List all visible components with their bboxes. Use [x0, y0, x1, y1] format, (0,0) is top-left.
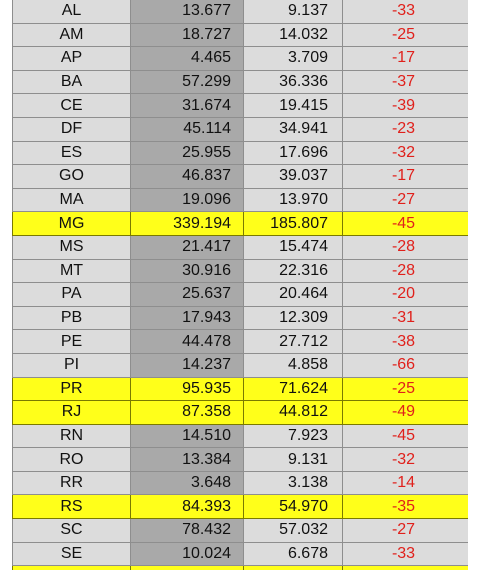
sheet-margin: [468, 0, 482, 570]
value-a-cell[interactable]: 30.916: [131, 259, 244, 283]
change-cell[interactable]: -25: [343, 377, 469, 401]
change-cell[interactable]: -27: [343, 188, 469, 212]
change-cell[interactable]: -39: [343, 94, 469, 118]
table-row: [13, 0, 469, 23]
table-row: [13, 424, 469, 448]
state-cell[interactable]: PI: [13, 353, 131, 377]
state-cell[interactable]: ES: [13, 141, 131, 165]
state-cell[interactable]: PA: [13, 283, 131, 307]
state-cell[interactable]: AM: [13, 23, 131, 47]
state-cell[interactable]: SE: [13, 542, 131, 566]
state-cell[interactable]: SC: [13, 519, 131, 543]
value-b-cell[interactable]: 19.415: [244, 94, 343, 118]
change-cell[interactable]: -37: [343, 70, 469, 94]
change-cell[interactable]: -33: [343, 0, 469, 23]
value-a-cell[interactable]: 19.096: [131, 188, 244, 212]
table-row: [13, 283, 469, 307]
change-cell[interactable]: -35: [343, 495, 469, 519]
change-cell[interactable]: -28: [343, 235, 469, 259]
table-row-partial: [13, 566, 469, 570]
value-a-cell[interactable]: 46.837: [131, 165, 244, 189]
value-b-cell[interactable]: 17.696: [244, 141, 343, 165]
state-cell[interactable]: PR: [13, 377, 131, 401]
state-cell[interactable]: BA: [13, 70, 131, 94]
value-b-cell[interactable]: 3.138: [244, 471, 343, 495]
value-b-cell[interactable]: 15.474: [244, 235, 343, 259]
value-a-cell[interactable]: 3.648: [131, 471, 244, 495]
change-cell[interactable]: -14: [343, 471, 469, 495]
table-row: [13, 141, 469, 165]
value-a-cell[interactable]: 25.637: [131, 283, 244, 307]
table-row: [13, 495, 469, 519]
value-b-cell[interactable]: 36.336: [244, 70, 343, 94]
partial-cell: [13, 566, 131, 570]
value-a-cell[interactable]: 13.677: [131, 0, 244, 23]
partial-cell: [244, 566, 343, 570]
table-row: [13, 117, 469, 141]
state-cell[interactable]: MA: [13, 188, 131, 212]
value-a-cell[interactable]: 14.237: [131, 353, 244, 377]
value-b-cell[interactable]: 6.678: [244, 542, 343, 566]
state-cell[interactable]: PE: [13, 330, 131, 354]
table-row: [13, 471, 469, 495]
value-b-cell[interactable]: 12.309: [244, 306, 343, 330]
table-row: [13, 306, 469, 330]
state-cell[interactable]: DF: [13, 117, 131, 141]
value-a-cell[interactable]: 95.935: [131, 377, 244, 401]
value-a-cell[interactable]: 87.358: [131, 401, 244, 425]
state-cell[interactable]: MS: [13, 235, 131, 259]
state-cell[interactable]: RS: [13, 495, 131, 519]
state-cell[interactable]: AL: [13, 0, 131, 23]
value-a-cell[interactable]: 84.393: [131, 495, 244, 519]
change-cell[interactable]: -66: [343, 353, 469, 377]
change-cell[interactable]: -17: [343, 47, 469, 71]
change-cell[interactable]: -28: [343, 259, 469, 283]
table-row: [13, 70, 469, 94]
change-cell[interactable]: -25: [343, 23, 469, 47]
table-row: [13, 448, 469, 472]
value-b-cell[interactable]: 185.807: [244, 212, 343, 236]
state-cell[interactable]: RJ: [13, 401, 131, 425]
state-cell[interactable]: MG: [13, 212, 131, 236]
state-cell[interactable]: PB: [13, 306, 131, 330]
table-row: [13, 212, 469, 236]
value-b-cell[interactable]: 4.858: [244, 353, 343, 377]
change-cell[interactable]: -20: [343, 283, 469, 307]
value-a-cell[interactable]: 78.432: [131, 519, 244, 543]
value-b-cell[interactable]: 44.812: [244, 401, 343, 425]
value-a-cell[interactable]: 13.384: [131, 448, 244, 472]
change-cell[interactable]: -49: [343, 401, 469, 425]
partial-cell: [131, 566, 244, 570]
state-cell[interactable]: RR: [13, 471, 131, 495]
value-a-cell[interactable]: 339.194: [131, 212, 244, 236]
table-row: [13, 401, 469, 425]
state-cell[interactable]: CE: [13, 94, 131, 118]
change-cell[interactable]: -33: [343, 542, 469, 566]
table-body: [13, 0, 469, 570]
value-a-cell[interactable]: 57.299: [131, 70, 244, 94]
value-a-cell[interactable]: 18.727: [131, 23, 244, 47]
change-cell[interactable]: -32: [343, 141, 469, 165]
value-a-cell[interactable]: 21.417: [131, 235, 244, 259]
table-row: [13, 377, 469, 401]
table-row: [13, 188, 469, 212]
change-cell[interactable]: -45: [343, 212, 469, 236]
table-row: [13, 330, 469, 354]
state-cell[interactable]: RO: [13, 448, 131, 472]
table-row: [13, 235, 469, 259]
change-cell[interactable]: -31: [343, 306, 469, 330]
state-cell[interactable]: AP: [13, 47, 131, 71]
value-b-cell[interactable]: 13.970: [244, 188, 343, 212]
table-row: [13, 353, 469, 377]
value-b-cell[interactable]: 9.131: [244, 448, 343, 472]
change-cell[interactable]: -38: [343, 330, 469, 354]
state-cell[interactable]: GO: [13, 165, 131, 189]
state-cell[interactable]: RN: [13, 424, 131, 448]
value-b-cell[interactable]: 57.032: [244, 519, 343, 543]
table-row: [13, 23, 469, 47]
value-b-cell[interactable]: 34.941: [244, 117, 343, 141]
value-a-cell[interactable]: 14.510: [131, 424, 244, 448]
value-a-cell[interactable]: 45.114: [131, 117, 244, 141]
value-a-cell[interactable]: 4.465: [131, 47, 244, 71]
value-b-cell[interactable]: 27.712: [244, 330, 343, 354]
value-a-cell[interactable]: 31.674: [131, 94, 244, 118]
change-cell[interactable]: -45: [343, 424, 469, 448]
change-cell[interactable]: -23: [343, 117, 469, 141]
value-a-cell[interactable]: 25.955: [131, 141, 244, 165]
table-row: [13, 542, 469, 566]
value-b-cell[interactable]: 20.464: [244, 283, 343, 307]
value-b-cell[interactable]: 14.032: [244, 23, 343, 47]
value-b-cell[interactable]: 7.923: [244, 424, 343, 448]
table-row: [13, 94, 469, 118]
partial-cell: [343, 566, 469, 570]
value-b-cell[interactable]: 71.624: [244, 377, 343, 401]
change-cell[interactable]: -32: [343, 448, 469, 472]
state-data-table: [12, 0, 469, 570]
value-b-cell[interactable]: 3.709: [244, 47, 343, 71]
value-b-cell[interactable]: 9.137: [244, 0, 343, 23]
table-row: [13, 47, 469, 71]
value-a-cell[interactable]: 17.943: [131, 306, 244, 330]
value-a-cell[interactable]: 44.478: [131, 330, 244, 354]
change-cell[interactable]: -27: [343, 519, 469, 543]
table-row: [13, 165, 469, 189]
change-cell[interactable]: -17: [343, 165, 469, 189]
value-b-cell[interactable]: 39.037: [244, 165, 343, 189]
value-b-cell[interactable]: 22.316: [244, 259, 343, 283]
table-row: [13, 259, 469, 283]
state-cell[interactable]: MT: [13, 259, 131, 283]
value-a-cell[interactable]: 10.024: [131, 542, 244, 566]
value-b-cell[interactable]: 54.970: [244, 495, 343, 519]
table-row: [13, 519, 469, 543]
